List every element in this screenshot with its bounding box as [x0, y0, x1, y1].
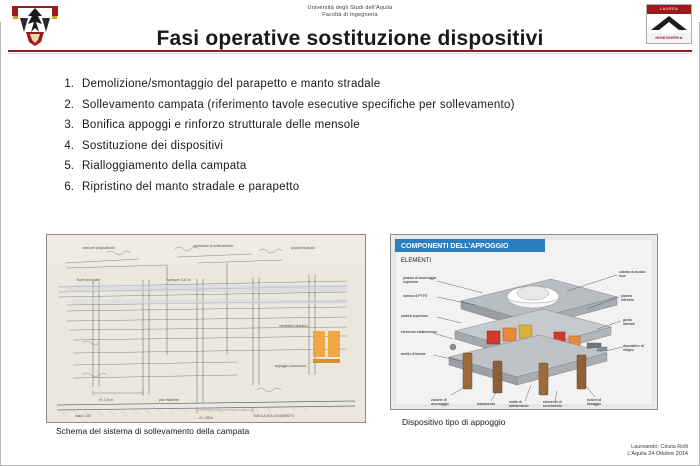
- figure-lifting-scheme-caption: Schema del sistema di sollevamento della campata: [56, 426, 250, 436]
- svg-text:particolare di sollevamento: particolare di sollevamento: [193, 244, 234, 248]
- bearing-label-7: malta di: [509, 400, 522, 404]
- bearing-label-8b: scorrimento: [543, 404, 562, 408]
- svg-text:rif. 2,40 m: rif. 2,40 m: [99, 398, 114, 402]
- svg-text:pila esistente: pila esistente: [159, 398, 179, 402]
- svg-text:COMPONENTI DELL'APPOGGIO: COMPONENTI DELL'APPOGGIO: [401, 243, 509, 250]
- bearing-label-13: dispositivo di: [623, 344, 644, 348]
- bearing-label-1: lamina di PTFE: [403, 294, 428, 298]
- logo-top-band: [647, 5, 691, 14]
- logo-bottom-label: INGEGNERIA: [655, 35, 683, 40]
- svg-text:scala 1:50: scala 1:50: [75, 414, 91, 418]
- page-title: Fasi operative sostituzione dispositivi: [156, 27, 544, 50]
- bearing-label-11: piastra: [621, 294, 632, 298]
- title-separator-shadow: [8, 53, 692, 54]
- figure-lifting-scheme: [46, 234, 366, 423]
- list-item: [56, 181, 656, 193]
- list-item-label: Sostituzione dei dispositivi: [82, 139, 224, 152]
- slide-credit: [627, 444, 688, 458]
- list-item: [56, 119, 656, 131]
- logo-top-label: LAUREA: [659, 6, 679, 11]
- list-item-number: 3.: [64, 119, 74, 131]
- list-item: [56, 140, 656, 152]
- bearing-label-4: anello di tenuta: [401, 352, 426, 356]
- bearing-label-9: bulloni di: [587, 398, 602, 402]
- bearing-label-11b: inferiore: [621, 298, 634, 302]
- credit-author: Laureando: Cinzia Rolli: [631, 444, 688, 450]
- bearing-label-10b: inox: [619, 274, 626, 278]
- figure-bearing-device: [390, 234, 658, 410]
- bearing-label-8: elemento di: [543, 400, 562, 404]
- credit-date: L'Aquila 24 Ottobre 2014: [627, 451, 688, 457]
- list-item-number: 2.: [64, 98, 74, 111]
- svg-text:appoggio provvisorio: appoggio provvisorio: [275, 364, 307, 368]
- list-item: [56, 99, 656, 111]
- bearing-label-10: calotta di acciaio: [619, 270, 646, 274]
- list-item: [56, 78, 656, 90]
- svg-text:spessore 0,20 m: spessore 0,20 m: [167, 278, 191, 282]
- svg-text:martinetto idraulico: martinetto idraulico: [279, 324, 308, 328]
- svg-text:sezione longitudinale: sezione longitudinale: [83, 246, 115, 250]
- list-item-number: 6.: [64, 180, 74, 193]
- bearing-label-2: piastra superiore: [401, 314, 428, 318]
- svg-text:TAVOLA SOLLEVAMENTO: TAVOLA SOLLEVAMENTO: [253, 414, 295, 418]
- bearing-label-0: piastra di ancoraggio: [403, 276, 437, 280]
- svg-text:ELEMENTI: ELEMENTI: [401, 258, 432, 264]
- bearing-label-7b: allettamento: [509, 404, 529, 408]
- bearing-label-12: guida: [623, 318, 632, 322]
- svg-text:quota impalcato: quota impalcato: [291, 246, 315, 250]
- list-item-number: 5.: [64, 160, 74, 172]
- figure-bearing-device-caption: Dispositivo tipo di appoggio: [402, 417, 506, 427]
- university-name: Università degli Studi dell'Aquila: [307, 5, 393, 11]
- svg-text:trave principale: trave principale: [77, 278, 100, 282]
- list-item-label: Bonifica appoggi e rinforzo strutturale delle mensole: [82, 119, 360, 131]
- title-separator: [8, 50, 692, 52]
- list-item-label: Demolizione/smontaggio del parapetto e manto stradale: [82, 78, 381, 90]
- bearing-label-12b: laterale: [623, 322, 635, 326]
- list-item-number: 1.: [64, 78, 74, 90]
- list-item: [56, 160, 656, 172]
- bearing-label-9b: fissaggio: [587, 402, 602, 406]
- faculty-name: Facoltà di Ingegneria: [322, 12, 378, 18]
- bearing-device-diagram: [391, 235, 657, 409]
- list-item-number: 4.: [64, 139, 74, 152]
- university-heading: [0, 5, 700, 19]
- bearing-label-13b: ritegno: [623, 348, 634, 352]
- svg-text:rif. 1,85 m: rif. 1,85 m: [199, 416, 214, 420]
- bearing-label-5b: ancoraggio: [431, 402, 449, 406]
- list-item-label: Rialloggiamento della campata: [82, 160, 247, 172]
- bearing-label-5: zanche di: [431, 398, 447, 402]
- bearing-label-6: basamento: [477, 402, 495, 406]
- bearing-label-0b: superiore: [403, 280, 418, 284]
- slide-header: [0, 0, 700, 22]
- list-item-label: Ripristino del manto stradale e parapetto: [82, 180, 300, 193]
- bearing-label-3: elemento elastomerico: [401, 330, 438, 334]
- list-item-label: Sollevamento campata (riferimento tavole esecutive specifiche per sollevamento): [82, 98, 515, 111]
- lifting-scheme-drawing: [47, 235, 365, 422]
- steps-list: [56, 78, 656, 201]
